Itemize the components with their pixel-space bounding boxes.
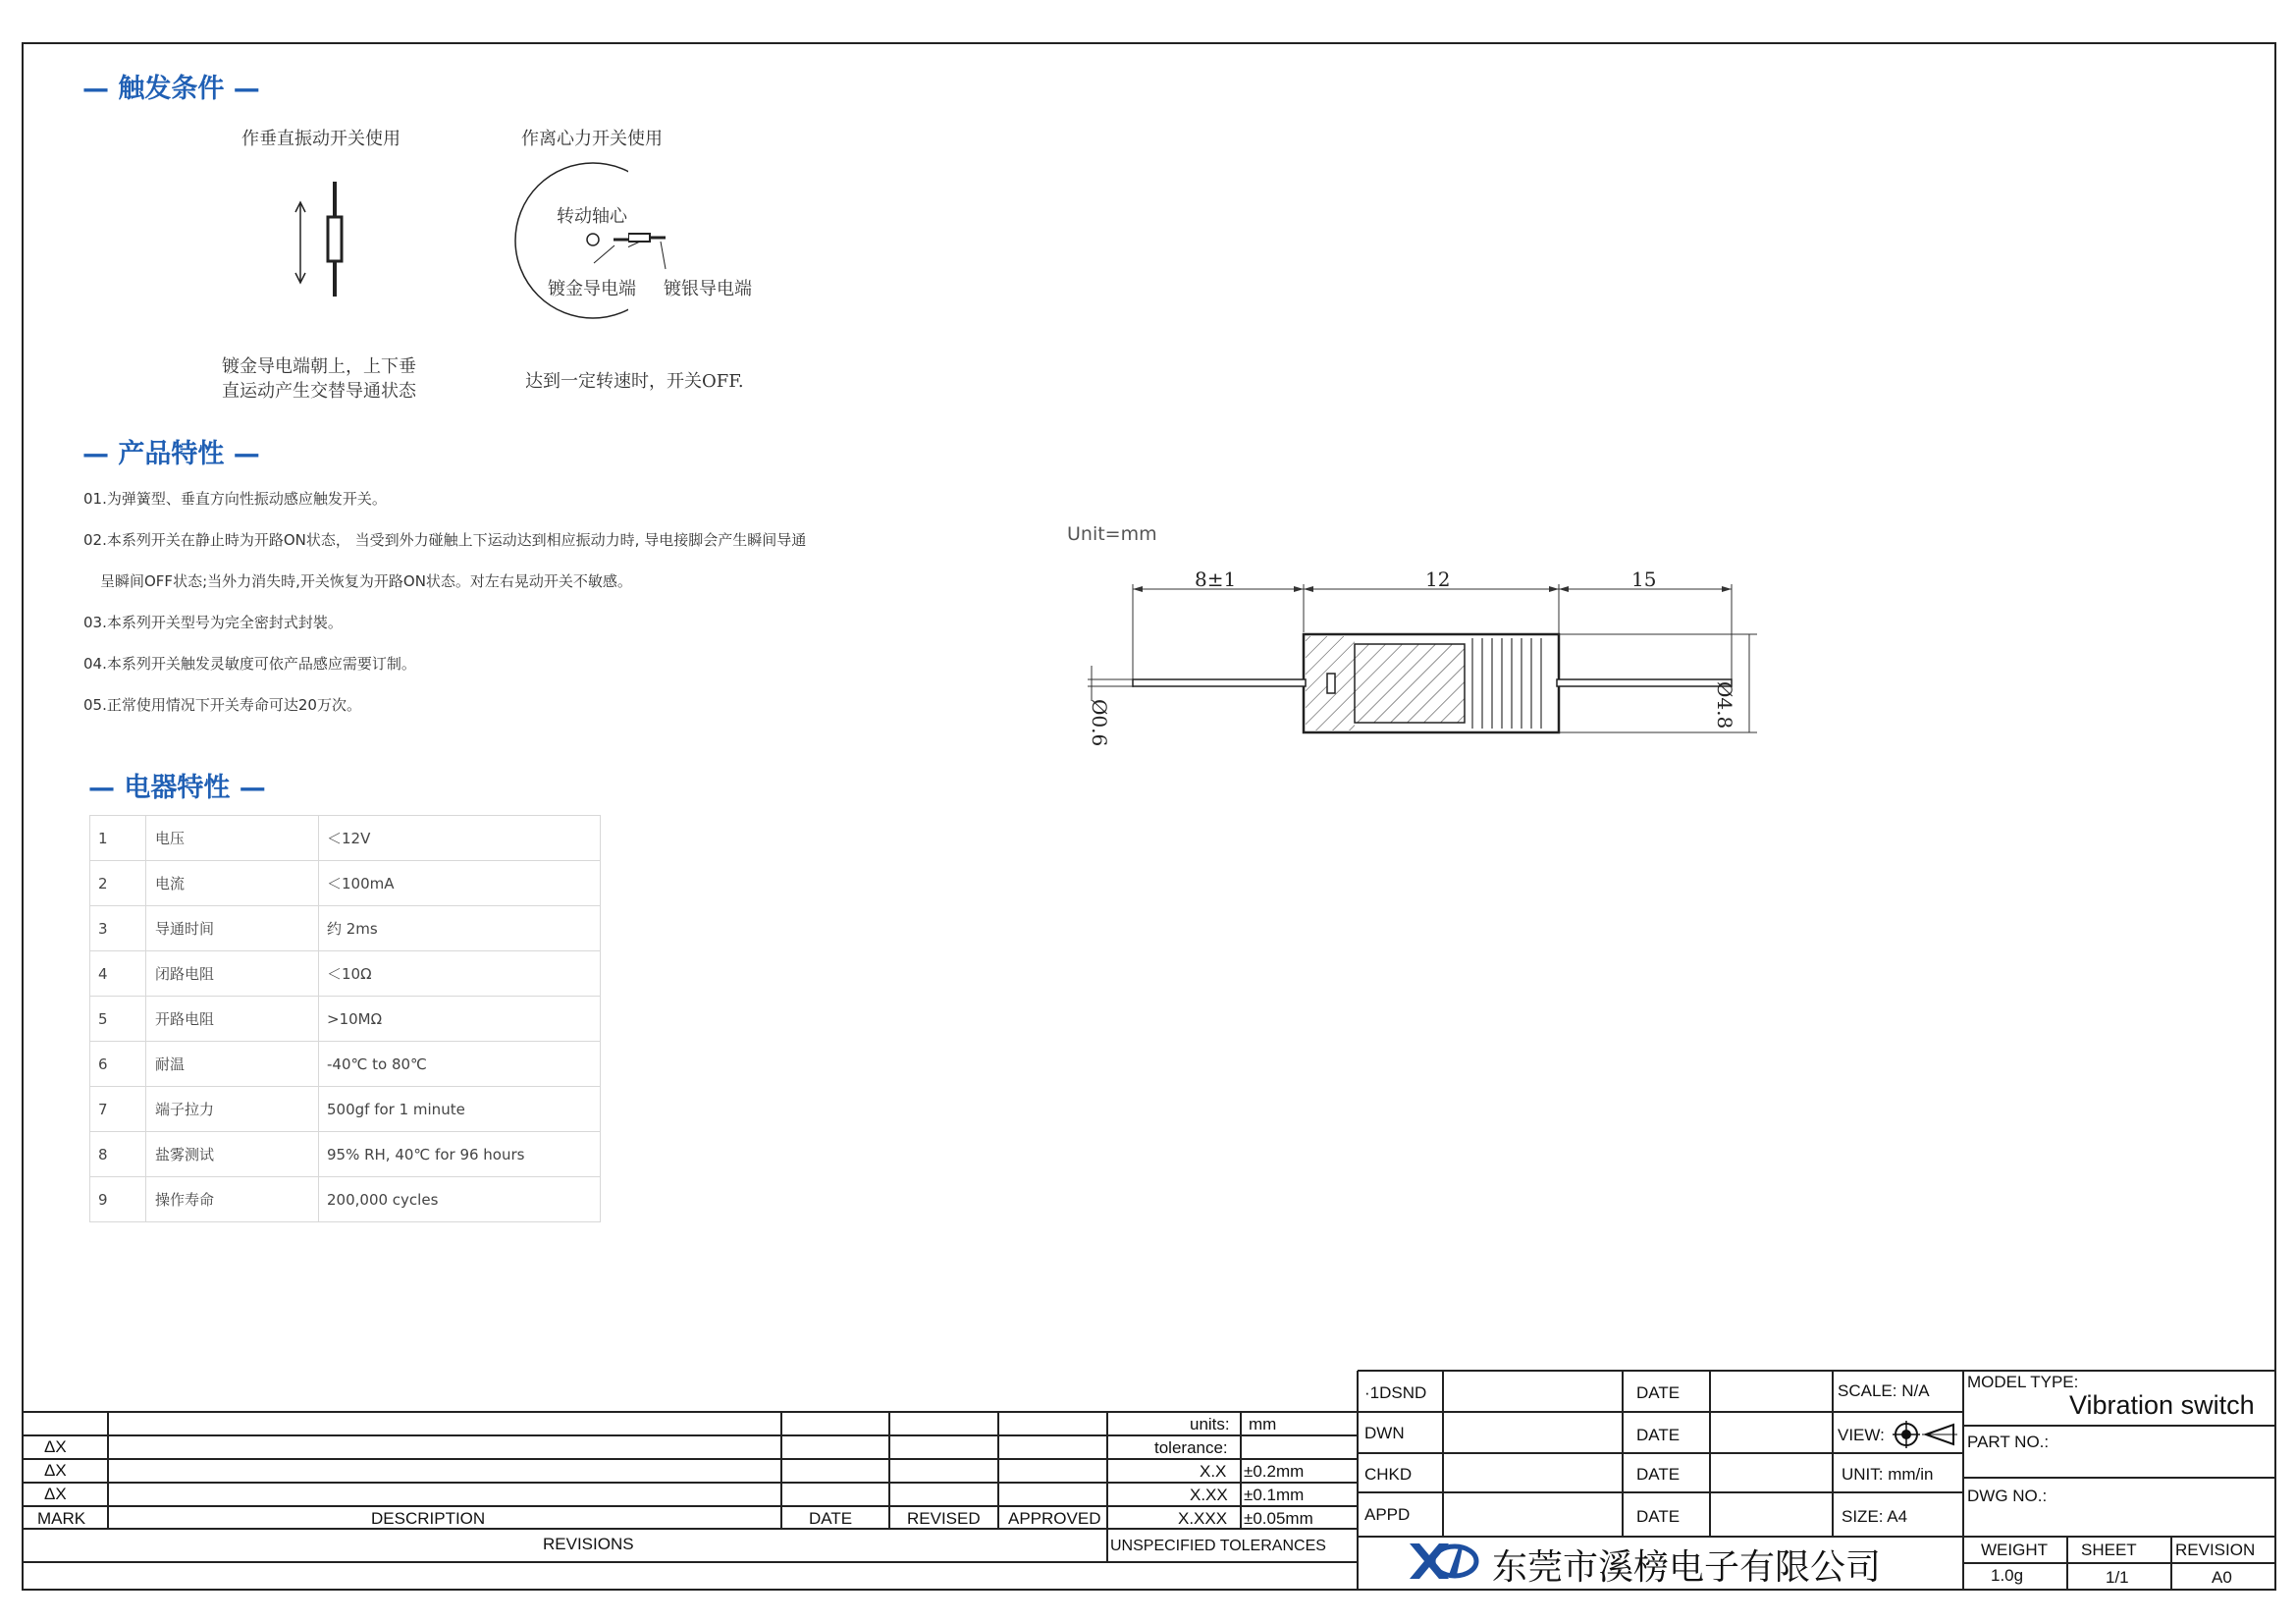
model-type-label: MODEL TYPE: bbox=[1967, 1373, 2079, 1391]
centrifugal-use-caption: 作离心力开关使用 bbox=[521, 129, 663, 149]
date-label: DATE bbox=[1636, 1426, 1681, 1444]
drawn-label: DWN bbox=[1364, 1424, 1405, 1442]
size-label: SIZE: A4 bbox=[1842, 1507, 1908, 1526]
revision-value: A0 bbox=[2212, 1568, 2232, 1587]
date-label: DATE bbox=[1636, 1465, 1681, 1484]
designed-label: ·1DSND bbox=[1364, 1383, 1427, 1402]
spec-value: 95% RH, 40℃ for 96 hours bbox=[319, 1132, 601, 1177]
units-value: mm bbox=[1249, 1415, 1277, 1434]
spec-item: 端子拉力 bbox=[146, 1087, 319, 1132]
sheet-value: 1/1 bbox=[2106, 1568, 2129, 1587]
gold-terminal-label: 镀金导电端 bbox=[548, 279, 636, 299]
feature-item: 04.本系列开关触发灵敏度可依产品感应需要订制。 bbox=[83, 655, 416, 673]
dim-body-diameter: Ø4.8 bbox=[1713, 681, 1736, 730]
spec-no: 1 bbox=[90, 816, 146, 861]
tol-xxx-value: ±0.05mm bbox=[1244, 1509, 1313, 1528]
dim-tail-length: 15 bbox=[1631, 568, 1657, 591]
unit-system-label: UNIT: mm/in bbox=[1842, 1465, 1934, 1484]
vertical-note-line-2: 直运动产生交替导通状态 bbox=[222, 381, 416, 402]
revision-mark: ΔX bbox=[44, 1485, 67, 1503]
section-title-electrical: — 电器特性 — bbox=[88, 773, 266, 803]
dim-lead-length: 8±1 bbox=[1195, 568, 1237, 591]
spec-item: 电压 bbox=[146, 816, 319, 861]
spec-value: >10MΩ bbox=[319, 997, 601, 1042]
rotation-center-label: 转动轴心 bbox=[557, 206, 627, 227]
unspecified-tolerances: UNSPECIFIED TOLERANCES bbox=[1110, 1538, 1326, 1554]
revisions-title: REVISIONS bbox=[543, 1535, 634, 1553]
spec-no: 6 bbox=[90, 1042, 146, 1087]
date-label: DATE bbox=[1636, 1383, 1681, 1402]
company-name: 东莞市溪榜电子有限公司 bbox=[1492, 1547, 1882, 1588]
date-header: DATE bbox=[809, 1509, 853, 1528]
feature-item: 02.本系列开关在静止時为开路ON状态， 当受到外力碰触上下运动达到相应振动力時, 导电接脚会产生瞬间导通 bbox=[83, 531, 807, 549]
spec-no: 8 bbox=[90, 1132, 146, 1177]
spec-value: ＜10Ω bbox=[319, 951, 601, 997]
model-type-value: Vibration switch bbox=[2069, 1390, 2255, 1420]
view-label: VIEW: bbox=[1838, 1426, 1885, 1444]
spec-item: 闭路电阻 bbox=[146, 951, 319, 997]
description-header: DESCRIPTION bbox=[371, 1509, 486, 1528]
revision-label: REVISION bbox=[2175, 1541, 2256, 1559]
part-no-label: PART NO.: bbox=[1967, 1433, 2050, 1451]
feature-item: 03.本系列开关型号为完全密封式封裝。 bbox=[83, 614, 343, 631]
spec-value: 500gf for 1 minute bbox=[319, 1087, 601, 1132]
spec-no: 4 bbox=[90, 951, 146, 997]
drawing-no-label: DWG NO.: bbox=[1967, 1487, 2048, 1505]
spec-item: 开路电阻 bbox=[146, 997, 319, 1042]
vertical-note-line-1: 镀金导电端朝上，上下垂 bbox=[222, 356, 416, 377]
approved-header: APPROVED bbox=[1008, 1509, 1101, 1528]
feature-item: 呈瞬间OFF状态;当外力消失時,开关恢复为开路ON状态。对左右晃动开关不敏感。 bbox=[100, 572, 632, 590]
centrifugal-note: 达到一定转速时，开关OFF. bbox=[525, 371, 744, 392]
tol-x-label: X.X bbox=[1200, 1462, 1227, 1481]
spec-no: 9 bbox=[90, 1177, 146, 1222]
revised-header: REVISED bbox=[907, 1509, 981, 1528]
spec-item: 操作寿命 bbox=[146, 1177, 319, 1222]
spec-no: 7 bbox=[90, 1087, 146, 1132]
unit-label: Unit=mm bbox=[1067, 523, 1157, 545]
sheet-label: SHEET bbox=[2081, 1541, 2137, 1559]
spec-no: 2 bbox=[90, 861, 146, 906]
feature-item: 01.为弹簧型、垂直方向性振动感应触发开关。 bbox=[83, 490, 387, 508]
scale-label: SCALE: N/A bbox=[1838, 1381, 1930, 1400]
third-angle-projection-icon bbox=[1893, 1421, 1959, 1448]
tolerance-label: tolerance: bbox=[1154, 1438, 1228, 1457]
dim-body-length: 12 bbox=[1425, 568, 1451, 591]
spec-value: ＜100mA bbox=[319, 861, 601, 906]
checked-label: CHKD bbox=[1364, 1465, 1413, 1484]
company-logo-icon bbox=[1406, 1540, 1484, 1583]
spec-item: 电流 bbox=[146, 861, 319, 906]
tol-xx-label: X.XX bbox=[1190, 1486, 1228, 1504]
spec-item: 导通时间 bbox=[146, 906, 319, 951]
tol-xx-value: ±0.1mm bbox=[1244, 1486, 1305, 1504]
silver-terminal-label: 镀银导电端 bbox=[664, 279, 752, 299]
spec-value: ＜12V bbox=[319, 816, 601, 861]
date-label: DATE bbox=[1636, 1507, 1681, 1526]
dim-wire-diameter: Ø0.6 bbox=[1088, 699, 1111, 747]
spec-value: -40℃ to 80℃ bbox=[319, 1042, 601, 1087]
section-title-trigger: — 触发条件 — bbox=[82, 74, 260, 104]
spec-value: 约 2ms bbox=[319, 906, 601, 951]
spec-no: 5 bbox=[90, 997, 146, 1042]
units-label: units: bbox=[1190, 1415, 1230, 1434]
spec-item: 盐雾测试 bbox=[146, 1132, 319, 1177]
mark-header: MARK bbox=[37, 1509, 86, 1528]
vertical-use-caption: 作垂直振动开关使用 bbox=[241, 129, 400, 149]
weight-value: 1.0g bbox=[1991, 1566, 2024, 1585]
spec-item: 耐温 bbox=[146, 1042, 319, 1087]
revision-mark: ΔX bbox=[44, 1461, 67, 1480]
weight-label: WEIGHT bbox=[1981, 1541, 2048, 1559]
tol-xxx-label: X.XXX bbox=[1178, 1509, 1228, 1528]
revision-mark: ΔX bbox=[44, 1437, 67, 1456]
approved-label: APPD bbox=[1364, 1505, 1411, 1524]
spec-value: 200,000 cycles bbox=[319, 1177, 601, 1222]
tol-x-value: ±0.2mm bbox=[1244, 1462, 1305, 1481]
feature-item: 05.正常使用情况下开关寿命可达20万次。 bbox=[83, 696, 361, 714]
section-title-product: — 产品特性 — bbox=[82, 439, 260, 469]
spec-no: 3 bbox=[90, 906, 146, 951]
